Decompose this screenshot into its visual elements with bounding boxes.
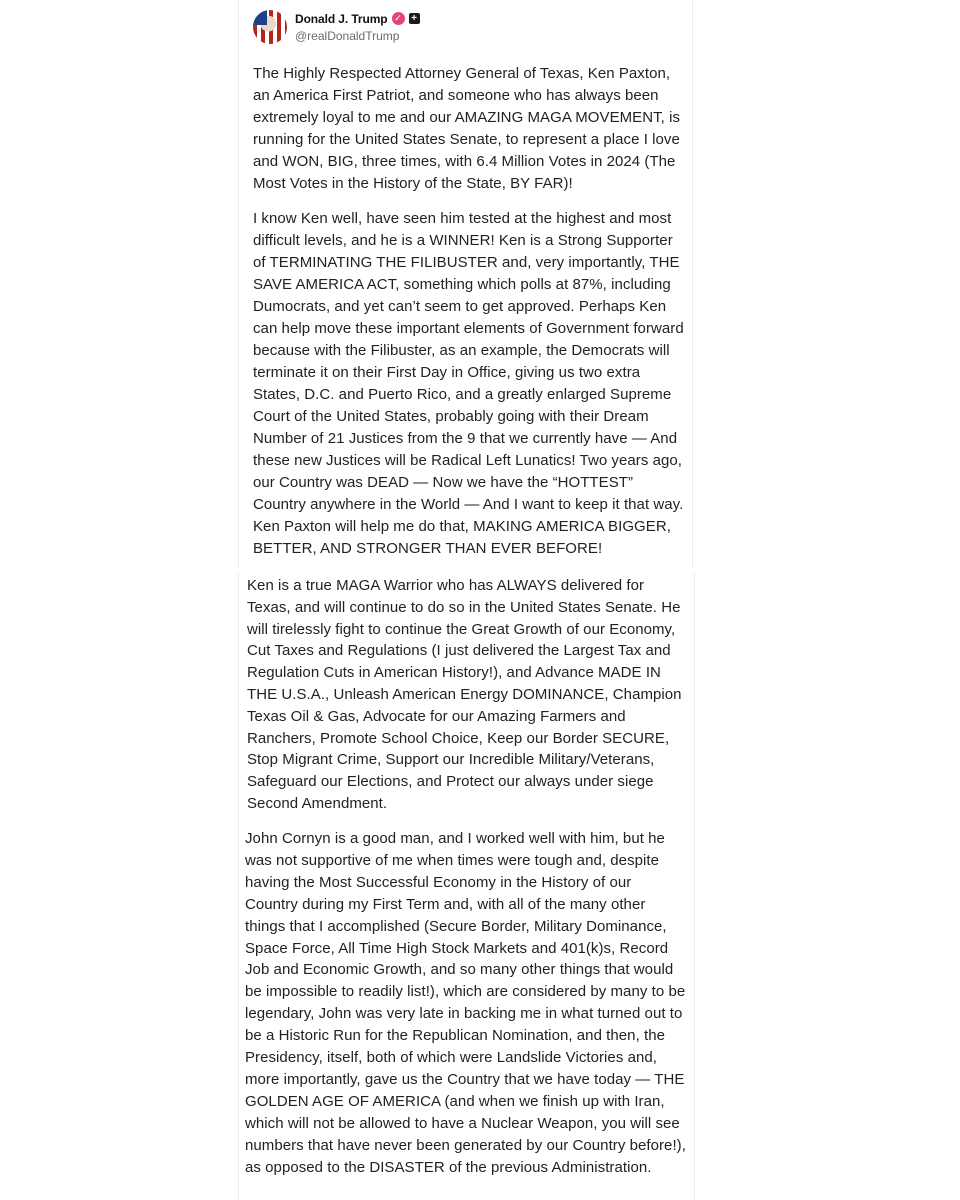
author-name-row bbox=[295, 12, 420, 26]
avatar[interactable] bbox=[253, 10, 287, 44]
post-paragraph-4: John Cornyn is a good man, and I worked well with him, but he was not supportive of me when times were tough and, despite having the Most Successful Economy in the History of our Country during my First Term and, with all of the many other things that I accomplished (Secure Border, Military Dominance, Space Force, All Time High Stock Markets and 401(k)s, Record Job and Economic Growth, and so many other things that would be impossible to readily list!), which are considered by many to be legendary, John was very late in backing me in what turned out to be a Historic Run for the Republican Nomination, and then, the Presidency, itself, both of which were Landslide Victories and, more importantly, gave us the Country that we have today — THE GOLDEN AGE OF AMERICA (and when we finish up with Iran, which will not be allowed to have a Nuclear Weapon, you will see numbers that have never been generated by our Country before!), as opposed to the DISASTER of the previous Administration. bbox=[245, 830, 686, 1176]
plus-badge-icon: + bbox=[409, 13, 420, 24]
author-info bbox=[295, 12, 420, 43]
author-display-name[interactable]: Donald J. Trump bbox=[295, 11, 388, 26]
post-paragraph-1: The Highly Respected Attorney General of Texas, Ken Paxton, an America First Patriot, and someone who has always been extremely loyal to me and our AMAZING MAGA MOVEMENT, is running for the United States Senate, to represent a place I love and WON, BIG, three times, with 6.4 Million Votes in 2024 (The Most Votes in the History of the State, BY FAR)! bbox=[253, 65, 681, 192]
post-card-top bbox=[238, 0, 693, 568]
post-paragraph-3: Ken is a true MAGA Warrior who has ALWAYS delivered for Texas, and will continue to do so in the United States Senate. He will tirelessly fight to continue the Great Growth of our Economy, Cut Taxes and Regulations (I just delivered the Largest Tax and Regulation Cuts in American History!), and Advance MADE IN THE U.S.A., Unleash American Energy DOMINANCE, Champion Texas Oil & Gas, Advocate for our Amazing Farmers and Ranchers, Promote School Choice, Keep our Border SECURE, Stop Migrant Crime, Support our Incredible Military/Veterans, Safeguard our Elections, and Protect our always under siege Second Amendment. bbox=[247, 577, 682, 812]
post-paragraph-2: I know Ken well, have seen him tested at the highest and most difficult levels, and he is a WINNER! Ken is a Strong Supporter of TERMINATING THE FILIBUSTER and, very importantly, THE SAVE AMERICA ACT, something which polls at 87%, including Dumocrats, and yet can’t seem to get approved. Perhaps Ken can help move these important elements of Government forward because with the Filibuster, as an example, the Democrats will terminate it on their First Day in Office, giving us two extra States, D.C. and Puerto Rico, and a greatly enlarged Supreme Court of the United States, probably going with their Dream Number of 21 Justices from the 9 that we currently have — And these new Justices will be Radical Left Lunatics! Two years ago, our Country was DEAD — Now we have the “HOTTEST” Country anywhere in the World — And I want to keep it that way. Ken Paxton will help me do that, MAKING AMERICA BIGGER, BETTER, AND STRONGER THAN EVER BEFORE! bbox=[253, 210, 684, 557]
author-handle[interactable]: @realDonaldTrump bbox=[295, 28, 400, 43]
post-header bbox=[253, 9, 420, 45]
post-card-continued bbox=[238, 574, 695, 1200]
verified-check-icon: ✓ bbox=[392, 12, 405, 25]
